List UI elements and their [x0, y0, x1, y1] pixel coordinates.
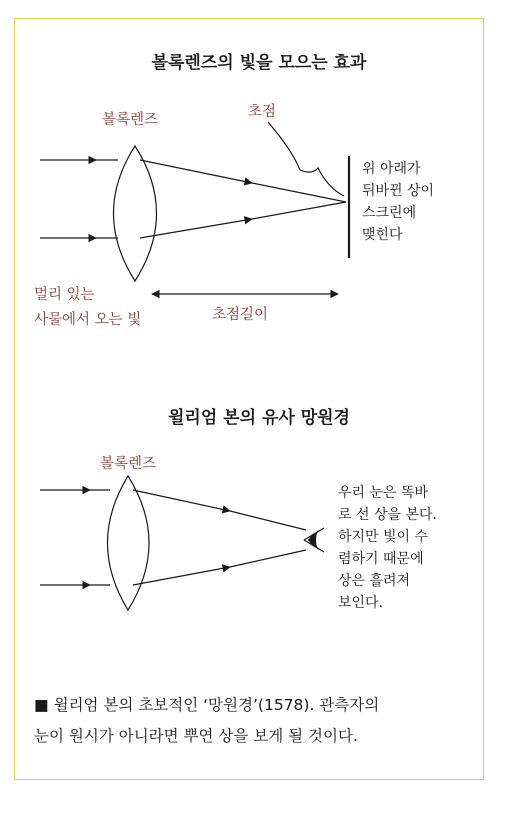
caption-marker: ■ [34, 696, 49, 714]
top-refracted-ray-upper [140, 160, 252, 183]
top-refracted-ray-lower [140, 219, 252, 238]
eye-note-line: 보인다. [338, 595, 384, 611]
eye-note-line: 상은 흘려져 [338, 573, 411, 589]
focus-pointer [268, 122, 344, 196]
eye-note-line: 우리 눈은 똑바 [338, 485, 429, 501]
bottom-refracted-ray-lower [133, 567, 230, 585]
bottom-convex-lens [108, 476, 150, 610]
bottom-refracted-ray-lower-b [230, 550, 306, 567]
eye-pupil-icon [308, 533, 317, 547]
caption-text1: 윌리엄 본의 초보적인 ‘망원경’(1578). 관측자의 [53, 696, 380, 714]
bottom-lens-label: 볼록렌즈 [100, 456, 157, 472]
top-diagram-title: 볼록렌즈의 빛을 모으는 효과 [151, 53, 367, 73]
source-label-line1: 멀리 있는 [34, 287, 95, 303]
source-label-line2: 사물에서 오는 빛 [34, 312, 142, 328]
screen-note-line: 뒤바뀐 상이 [362, 183, 435, 199]
focus-label: 초점 [248, 104, 277, 120]
focal-length-label: 초점길이 [212, 307, 269, 323]
caption-text2: 눈이 원시가 아니라면 뿌연 상을 보게 될 것이다. [34, 727, 358, 745]
eye-note-line: 하지만 빛이 수 [338, 529, 429, 545]
top-refracted-ray-upper-b [252, 183, 346, 202]
bottom-refracted-ray-upper-b [230, 511, 306, 530]
bottom-refracted-ray-upper [133, 490, 230, 511]
top-lens-label: 볼록렌즈 [102, 112, 159, 128]
top-convex-lens [114, 146, 157, 281]
eye-note-line: 렴하기 때문에 [338, 551, 424, 567]
bottom-diagram-title: 윌리엄 본의 유사 망원경 [168, 408, 350, 428]
screen-note-line: 스크린에 [362, 205, 417, 221]
screen-note-line: 위 아래가 [362, 161, 421, 177]
top-refracted-ray-lower-b [252, 202, 346, 219]
eye-note-line: 로 선 상을 본다. [338, 507, 437, 523]
screen-note-line: 맺힌다 [362, 227, 403, 243]
